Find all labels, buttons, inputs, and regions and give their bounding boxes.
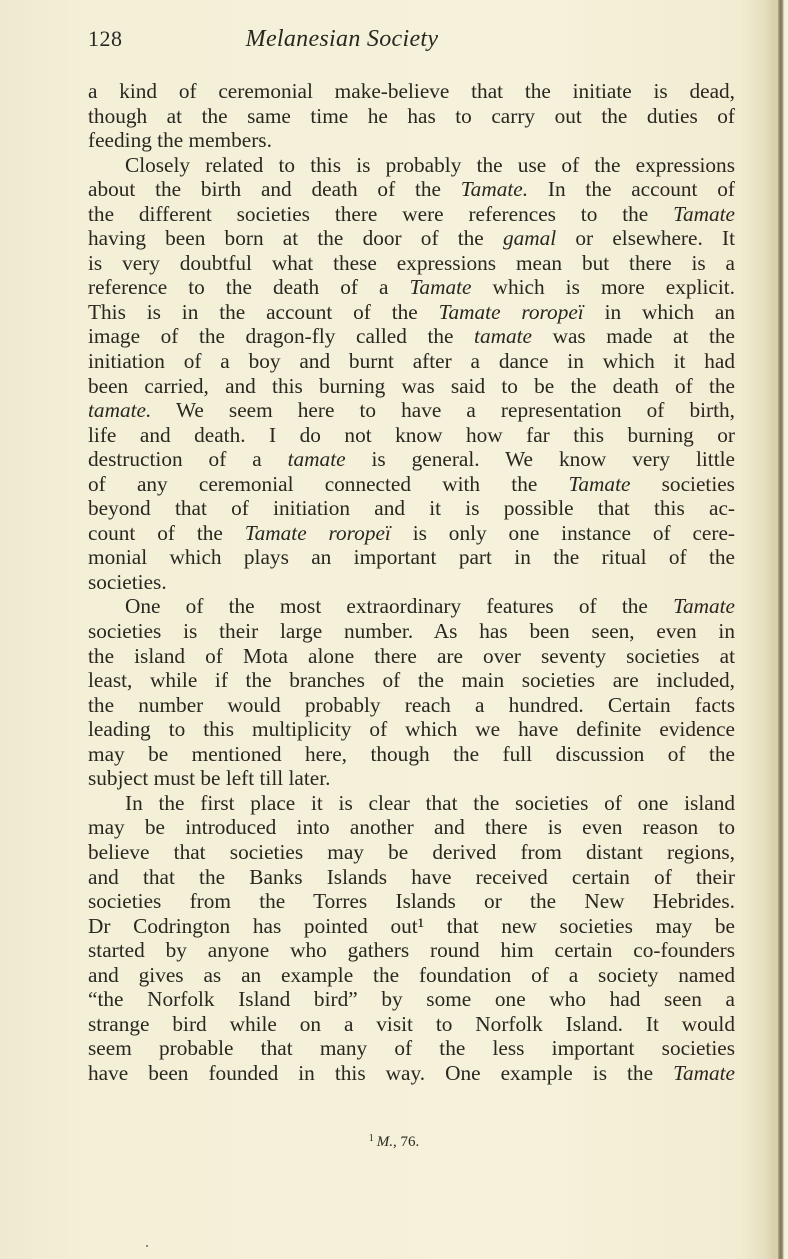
text-line xyxy=(88,619,735,644)
text-line xyxy=(88,644,735,669)
text-segment: In the account of xyxy=(528,177,735,202)
text-line xyxy=(88,226,735,251)
italic-term: Tamate xyxy=(409,275,472,300)
text-segment: is only one instance of cere- xyxy=(390,520,735,545)
text-segment: reference to the death of a xyxy=(88,275,410,300)
italic-term: Tamate roropeï xyxy=(438,299,584,324)
text-line xyxy=(88,202,735,227)
text-line xyxy=(88,889,735,914)
italic-term: Tamate xyxy=(673,594,735,619)
text-segment: about the birth and death of the xyxy=(88,177,461,202)
text-segment: count of the xyxy=(88,520,245,545)
italic-term: Tamate roropeï xyxy=(244,520,391,545)
footnote-marker: 1 xyxy=(368,1133,374,1144)
text-segment: believe that societies may be derived from distant regions, xyxy=(88,839,735,864)
text-line xyxy=(88,742,735,767)
running-title: Melanesian Society xyxy=(245,26,439,52)
text-line xyxy=(88,472,735,497)
text-line xyxy=(88,177,735,202)
text-line xyxy=(88,423,735,448)
page-number: 128 xyxy=(88,26,123,51)
text-segment: was made at the xyxy=(532,324,735,349)
text-segment: image of the dragon-fly called the xyxy=(88,324,475,349)
text-segment: “the Norfolk Island bird” by some one who had seen a xyxy=(88,987,735,1012)
text-line xyxy=(88,914,735,939)
paper-speck xyxy=(146,1245,148,1247)
text-segment: leading to this multiplicity of which we have definite evidence xyxy=(88,717,735,742)
text-line xyxy=(88,349,735,374)
text-segment: the island of Mota alone there are over seventy societies at xyxy=(88,643,735,668)
text-line xyxy=(88,398,735,423)
text-line xyxy=(88,717,735,742)
italic-term: Tamate xyxy=(568,471,631,496)
text-segment: having been born at the door of the xyxy=(88,226,503,251)
text-segment: Closely related to this is probably the use of the expressions xyxy=(125,152,735,177)
text-line xyxy=(88,570,735,595)
text-line xyxy=(88,791,735,816)
text-segment: This is in the account of the xyxy=(88,299,439,324)
text-segment: of any ceremonial connected with the xyxy=(88,471,569,496)
footnote xyxy=(0,1133,788,1151)
text-segment: or elsewhere. It xyxy=(556,226,735,251)
text-segment: We seem here to have a representation of birth, xyxy=(151,398,735,423)
text-segment: initiation of a boy and burnt after a dance in which it had xyxy=(88,349,735,374)
text-line xyxy=(88,153,735,178)
text-segment: in which an xyxy=(583,299,735,324)
text-line xyxy=(88,324,735,349)
text-segment: feeding the members. xyxy=(88,128,272,153)
text-segment: societies is their large number. As has been seen, even in xyxy=(88,619,735,644)
text-line xyxy=(88,300,735,325)
text-line xyxy=(88,766,735,791)
text-line xyxy=(88,840,735,865)
text-line xyxy=(88,374,735,399)
text-segment: societies. xyxy=(88,569,167,594)
body-text xyxy=(88,79,735,1085)
text-segment: which is more explicit. xyxy=(471,275,735,300)
text-segment: may be introduced into another and there is even reason to xyxy=(88,815,735,840)
text-line xyxy=(88,104,735,129)
text-segment: started by anyone who gathers round him certain co-founders xyxy=(88,938,735,963)
italic-term: Tamate xyxy=(673,201,735,226)
text-segment: though at the same time he has to carry out the duties of xyxy=(88,103,735,128)
footnote-ref-rest: , 76. xyxy=(393,1134,420,1150)
text-line xyxy=(88,1012,735,1037)
text-line xyxy=(88,668,735,693)
text-line xyxy=(88,128,735,153)
text-line xyxy=(88,865,735,890)
text-line xyxy=(88,594,735,619)
text-line xyxy=(88,496,735,521)
text-segment: is general. We know very little xyxy=(345,447,735,472)
text-line xyxy=(88,545,735,570)
italic-term: tamate xyxy=(287,447,346,472)
footnote-ref-italic: M. xyxy=(376,1134,393,1150)
text-segment: monial which plays an important part in the ritual of the xyxy=(88,545,735,570)
text-segment: subject must be left till later. xyxy=(88,766,331,791)
text-line xyxy=(88,1036,735,1061)
text-segment: a kind of ceremonial make-believe that the initiate is dead, xyxy=(88,79,735,103)
text-segment: may be mentioned here, though the full discussion of the xyxy=(88,741,735,766)
text-segment: Dr Codrington has pointed out¹ that new societies may be xyxy=(88,913,735,938)
text-line xyxy=(88,693,735,718)
text-segment: been carried, and this burning was said to be the death of the xyxy=(88,373,735,398)
italic-term: gamal xyxy=(502,226,557,251)
text-segment: societies from the Torres Islands or the New Hebrides. xyxy=(88,889,735,914)
italic-term: tamate xyxy=(474,324,533,349)
text-segment: have been founded in this way. One example is the xyxy=(88,1060,674,1085)
text-line xyxy=(88,79,735,104)
text-segment: One of the most extraordinary features of the xyxy=(125,594,674,619)
text-segment: and gives as an example the foundation of a society named xyxy=(88,962,735,987)
page-header xyxy=(88,26,736,56)
text-segment: is very doubtful what these expressions mean but there is a xyxy=(88,250,735,275)
text-line xyxy=(88,447,735,472)
text-segment: beyond that of initiation and it is possible that this ac- xyxy=(88,496,735,521)
text-segment: destruction of a xyxy=(88,447,288,472)
text-line xyxy=(88,815,735,840)
text-segment: the different societies there were references to the xyxy=(88,201,674,226)
text-line xyxy=(88,963,735,988)
text-segment: and that the Banks Islands have received certain of their xyxy=(88,864,735,889)
text-line xyxy=(88,938,735,963)
text-line xyxy=(88,521,735,546)
text-segment: societies xyxy=(630,471,735,496)
text-line xyxy=(88,275,735,300)
italic-term: tamate. xyxy=(88,398,152,423)
text-line xyxy=(88,1061,735,1086)
text-line xyxy=(88,251,735,276)
italic-term: Tamate xyxy=(673,1060,735,1085)
text-segment: In the first place it is clear that the societies of one island xyxy=(125,790,735,815)
text-segment: strange bird while on a visit to Norfolk Island. It would xyxy=(88,1011,735,1036)
text-segment: least, while if the branches of the main societies are included, xyxy=(88,668,735,693)
text-line xyxy=(88,987,735,1012)
text-segment: the number would probably reach a hundred. Certain facts xyxy=(88,692,735,717)
italic-term: Tamate. xyxy=(460,177,529,202)
text-segment: life and death. I do not know how far this burning or xyxy=(88,422,735,447)
text-segment: seem probable that many of the less important societies xyxy=(88,1036,735,1061)
page-edge-shadow xyxy=(778,0,788,1259)
